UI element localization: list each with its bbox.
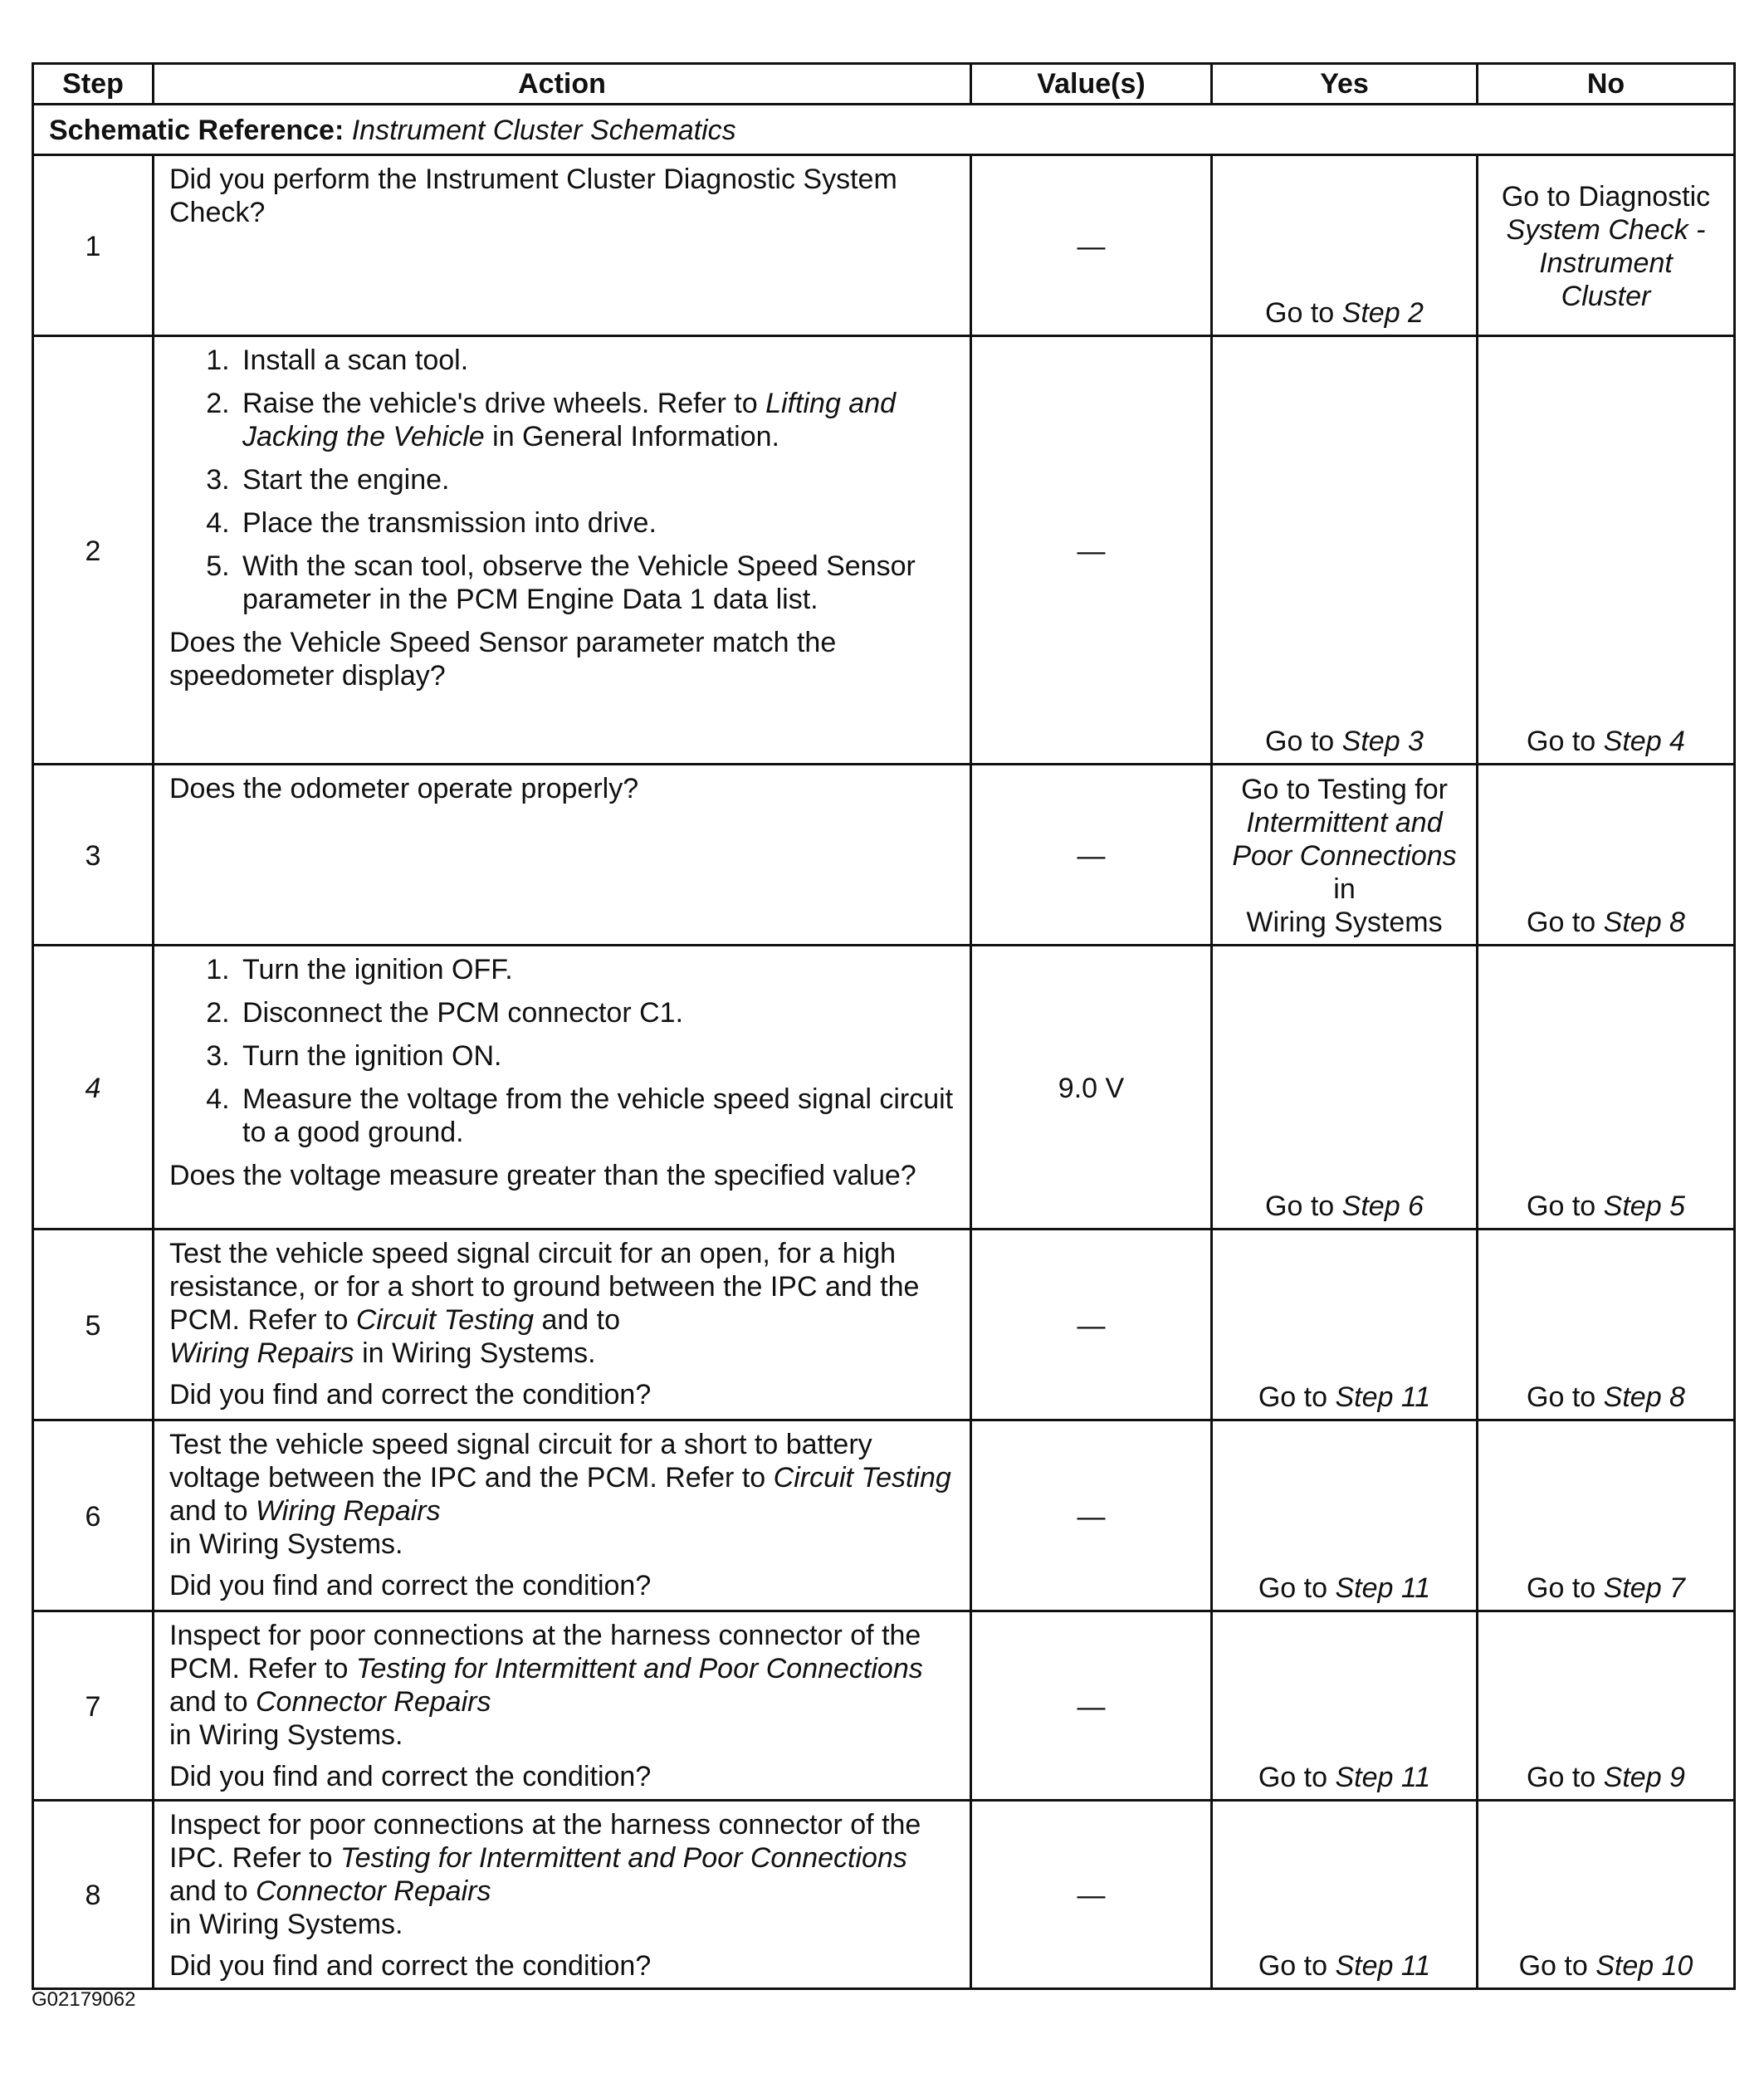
yes-line: in: [1333, 873, 1356, 905]
yes-cell: [1212, 336, 1478, 765]
yes-prefix: Go to: [1258, 1762, 1328, 1793]
no-link[interactable]: Step 7: [1603, 1572, 1685, 1604]
action-reference[interactable]: Wiring Repairs: [169, 1337, 354, 1369]
no-prefix: Go to: [1527, 1191, 1596, 1222]
action-question: Does the Vehicle Speed Sensor parameter match the speedometer display?: [169, 627, 837, 692]
value-cell: —: [971, 155, 1212, 336]
action-text: in Wiring Systems.: [169, 1528, 403, 1560]
yes-prefix: Go to: [1265, 726, 1335, 757]
action-question: Does the voltage measure greater than the specified value?: [169, 1160, 916, 1191]
header-values: Value(s): [971, 64, 1212, 105]
table-row: [33, 1230, 1735, 1420]
schematic-reference: [33, 105, 1735, 155]
no-link[interactable]: Cluster: [1561, 280, 1651, 312]
value-cell: —: [971, 765, 1212, 946]
no-link[interactable]: System Check -: [1506, 213, 1706, 246]
substep: 4. Place the transmission into drive.: [237, 506, 955, 540]
no-cell: [1478, 765, 1735, 946]
header-step: Step: [33, 64, 154, 105]
action-reference[interactable]: Connector Repairs: [255, 1875, 491, 1907]
figure-id: G02179062: [32, 1988, 136, 2011]
action-text: and to: [169, 1495, 256, 1527]
no-cell: [1478, 155, 1735, 336]
yes-line: Go to Testing for: [1241, 773, 1448, 805]
action-text: Test the vehicle speed signal circuit for a short to battery voltage between the IPC and the PCM. Refer to: [169, 1429, 872, 1494]
substep: [237, 387, 955, 453]
table-row: [33, 765, 1735, 946]
yes-link[interactable]: Step 6: [1341, 1191, 1424, 1222]
table-row: [33, 336, 1735, 765]
action-cell: [154, 1611, 971, 1801]
action-text: Inspect for poor connections at the harness connector of the PCM. Refer to: [169, 1620, 921, 1684]
action-question: Did you find and correct the condition?: [169, 1761, 652, 1792]
action-text: Test the vehicle speed signal circuit for an open, for a high resistance, or for a short to ground between the IPC and the PCM. Refer to: [169, 1238, 920, 1336]
no-cell: [1478, 1611, 1735, 1801]
substep-list: [169, 953, 955, 1149]
no-cell: [1478, 946, 1735, 1230]
yes-cell: [1212, 765, 1478, 946]
yes-prefix: Go to: [1265, 1191, 1335, 1222]
yes-link[interactable]: Step 11: [1335, 1381, 1431, 1413]
no-link[interactable]: Step 10: [1595, 1950, 1693, 1982]
value-cell: —: [971, 1420, 1212, 1611]
no-line: Go to Diagnostic: [1501, 180, 1711, 213]
action-question: Did you find and correct the condition?: [169, 1570, 652, 1601]
table-row: [33, 1611, 1735, 1801]
value-cell: —: [971, 1801, 1212, 1989]
substep-list: [169, 344, 955, 616]
no-link[interactable]: Step 8: [1603, 907, 1685, 938]
action-question: Did you find and correct the condition?: [169, 1950, 652, 1982]
no-link[interactable]: Step 8: [1603, 1381, 1685, 1413]
yes-link[interactable]: Step 11: [1335, 1762, 1431, 1793]
yes-prefix: Go to: [1265, 297, 1335, 329]
no-link[interactable]: Instrument: [1539, 247, 1673, 279]
step-number: 2: [33, 336, 154, 765]
substep: 3. Start the engine.: [237, 463, 955, 496]
yes-cell: [1212, 946, 1478, 1230]
no-prefix: Go to: [1527, 1381, 1596, 1413]
action-text: Does the odometer operate properly?: [169, 773, 639, 804]
action-reference[interactable]: Wiring Repairs: [255, 1495, 441, 1527]
substep-text: Raise the vehicle's drive wheels. Refer to: [242, 388, 766, 419]
action-text: and to: [169, 1686, 256, 1718]
no-cell: [1478, 1420, 1735, 1611]
step-number: 6: [33, 1420, 154, 1611]
action-cell: [154, 1230, 971, 1420]
no-prefix: Go to: [1527, 1572, 1596, 1604]
value-cell: —: [971, 1611, 1212, 1801]
action-reference[interactable]: Testing for Intermittent and Poor Connections: [340, 1842, 907, 1874]
yes-cell: [1212, 1801, 1478, 1989]
yes-prefix: Go to: [1258, 1950, 1328, 1982]
action-body: [169, 1428, 955, 1561]
substep-reference[interactable]: Lifting and Jacking the Vehicle: [242, 388, 897, 452]
substep: 5. With the scan tool, observe the Vehicle Speed Sensor parameter in the PCM Engine Data 1 data list.: [237, 550, 955, 616]
value-cell: 9.0 V: [971, 946, 1212, 1230]
action-reference[interactable]: Circuit Testing: [773, 1462, 951, 1494]
yes-link[interactable]: Step 2: [1341, 297, 1424, 329]
action-cell: [154, 1420, 971, 1611]
value-cell: —: [971, 336, 1212, 765]
action-body: [169, 1237, 955, 1370]
action-text: Inspect for poor connections at the harness connector of the IPC. Refer to: [169, 1809, 921, 1874]
no-link[interactable]: Step 4: [1603, 726, 1685, 757]
action-text: in Wiring Systems.: [354, 1337, 596, 1369]
yes-link[interactable]: Step 11: [1335, 1572, 1431, 1604]
table-row: [33, 155, 1735, 336]
action-body: [169, 1808, 955, 1941]
schematic-reference-value: Instrument Cluster Schematics: [351, 115, 736, 146]
header-row: [33, 64, 1735, 105]
substep-text: in General Information.: [484, 421, 779, 452]
action-text: Did you perform the Instrument Cluster Diagnostic System Check?: [169, 164, 897, 228]
step-number: 3: [33, 765, 154, 946]
step-number: 1: [33, 155, 154, 336]
header-no: No: [1478, 64, 1735, 105]
action-cell: [154, 1801, 971, 1989]
action-body: [169, 1619, 955, 1752]
diagnostic-table: [32, 62, 1736, 1990]
schematic-reference-row: [33, 105, 1735, 155]
table-row: [33, 1801, 1735, 1989]
yes-cell: [1212, 1611, 1478, 1801]
no-link[interactable]: Step 9: [1603, 1762, 1685, 1793]
substep: 2. Disconnect the PCM connector C1.: [237, 996, 955, 1029]
action-text: and to: [169, 1875, 256, 1907]
yes-prefix: Go to: [1258, 1572, 1328, 1604]
yes-cell: [1212, 155, 1478, 336]
substep: 1. Install a scan tool.: [237, 344, 955, 377]
yes-link[interactable]: Step 11: [1335, 1950, 1431, 1982]
action-reference[interactable]: Circuit Testing: [355, 1304, 535, 1336]
no-link[interactable]: Step 5: [1603, 1191, 1685, 1222]
action-cell: [154, 155, 971, 336]
action-cell: [154, 765, 971, 946]
action-cell: [154, 946, 971, 1230]
header-action: Action: [154, 64, 971, 105]
step-number: 5: [33, 1230, 154, 1420]
yes-cell: [1212, 1230, 1478, 1420]
yes-link[interactable]: Intermittent and: [1246, 806, 1443, 838]
value-cell: —: [971, 1230, 1212, 1420]
action-text: in Wiring Systems.: [169, 1719, 403, 1751]
yes-link[interactable]: Step 3: [1341, 726, 1424, 757]
action-text: in Wiring Systems.: [169, 1909, 403, 1940]
table-row: [33, 946, 1735, 1230]
yes-cell: [1212, 1420, 1478, 1611]
step-number: 4: [33, 946, 154, 1230]
no-cell: [1478, 1801, 1735, 1989]
no-prefix: Go to: [1527, 1762, 1596, 1793]
action-question: Did you find and correct the condition?: [169, 1379, 652, 1411]
schematic-reference-label: Schematic Reference:: [49, 115, 344, 146]
no-prefix: Go to: [1518, 1950, 1588, 1982]
action-reference[interactable]: Testing for Intermittent and Poor Connections: [355, 1653, 923, 1684]
action-cell: [154, 336, 971, 765]
yes-prefix: Go to: [1258, 1381, 1328, 1413]
substep: 3. Turn the ignition ON.: [237, 1039, 955, 1073]
substep: 1. Turn the ignition OFF.: [237, 953, 955, 986]
no-cell: [1478, 1230, 1735, 1420]
no-prefix: Go to: [1527, 726, 1596, 757]
substep: 4. Measure the voltage from the vehicle speed signal circuit to a good ground.: [237, 1083, 955, 1149]
no-cell: [1478, 336, 1735, 765]
yes-link[interactable]: Poor Connections: [1232, 839, 1457, 872]
action-text: and to: [534, 1304, 620, 1336]
no-prefix: Go to: [1527, 907, 1596, 938]
table-row: [33, 1420, 1735, 1611]
step-number: 7: [33, 1611, 154, 1801]
yes-line: Wiring Systems: [1246, 906, 1443, 938]
action-reference[interactable]: Connector Repairs: [255, 1686, 491, 1718]
header-yes: Yes: [1212, 64, 1478, 105]
step-number: 8: [33, 1801, 154, 1989]
